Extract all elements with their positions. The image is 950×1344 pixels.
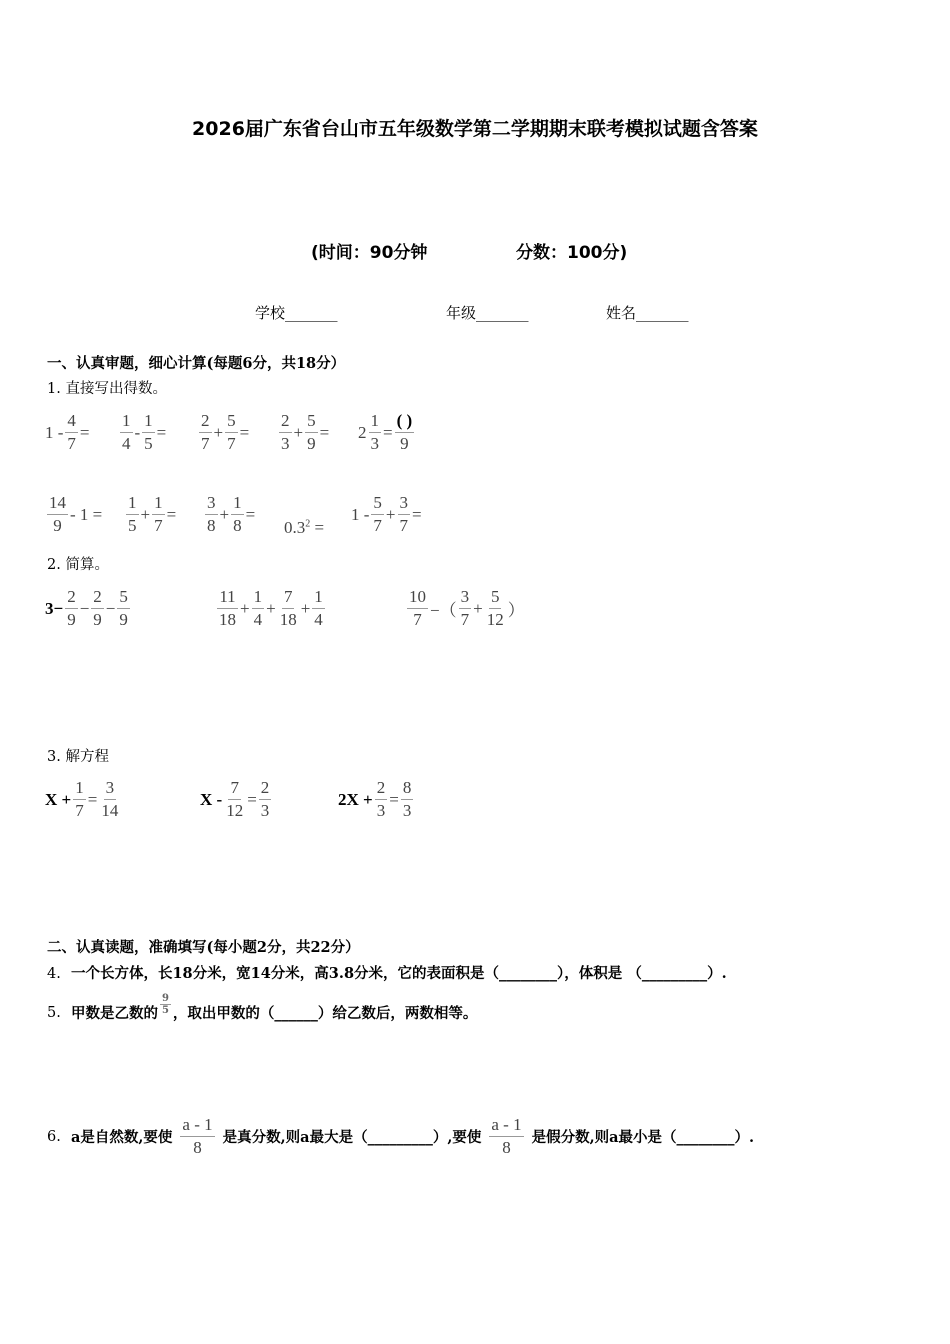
q3-e1: X + $\frac{1}{7}$ = $\frac{3}{14}$ <box>45 778 119 820</box>
q2-e3: 10 7 −（ 3 7 + $\frac{5}{12}$ ） <box>409 587 525 629</box>
q1-r1-e5: 2 $\frac{1}{3}$ = ( ) 9 <box>358 411 413 453</box>
section2-heading: 二、认真读题，准确填写(每小题2分，共22分） <box>47 939 360 956</box>
time-label: (时间：90分钟 <box>311 243 428 263</box>
q1-r2-e2: 1 5 + $\frac{1}{7}$ = <box>128 493 177 535</box>
q1-label: 1. 直接写出得数。 <box>47 381 167 397</box>
name-field: 姓名_______ <box>606 304 689 322</box>
q6: 6. a是自然数,要使 a - 1 8 是真分数,则a最大是（_________）,要使 a - 1 8 是假分数,则a最小是（________）. <box>47 1115 755 1157</box>
q5: 5. 甲数是乙数的 9 5 ，取出甲数的（______）给乙数后，两数相等。 <box>47 993 478 1022</box>
q1-r2-e4: $0.3^2$ = <box>284 518 325 537</box>
q1-r1-e2: 1 4 - $\frac{1}{5}$ = <box>122 411 167 453</box>
page-title: 2026届广东省台山市五年级数学第二学期期末联考模拟试题含答案 <box>192 118 758 140</box>
q3-e2: X - $\frac{7}{12}$ = $\frac{2}{3}$ <box>200 778 270 820</box>
q1-r2-e1: 14 9 - 1 = <box>49 493 103 535</box>
q2-e1: 3− $\frac{2}{9}$ − $\frac{2}{9}$ − $\frac{5}{9}$ <box>45 587 128 629</box>
q1-r1-e4: 2 3 + $\frac{5}{9}$ = <box>281 411 330 453</box>
q1-r1-e3: 2 7 + $\frac{5}{7}$ = <box>201 411 250 453</box>
q3-label: 3. 解方程 <box>47 749 109 765</box>
q1-r2-e5: 1 - 5 7 + $\frac{3}{7}$ = <box>351 493 422 535</box>
q2-e2: 11 18 + $\frac{1}{4}$ + $\frac{7}{18}$ + $\frac{1}{4}$ <box>219 587 323 629</box>
grade-field: 年级_______ <box>446 304 529 322</box>
q4: 4. 一个长方体，长18分米，宽14分米，高3.8分米，它的表面积是（________），体积是 （_________）. <box>47 965 727 982</box>
score-label: 分数：100分) <box>516 243 628 263</box>
q3-e3: 2X + $\frac{2}{3}$ = $\frac{8}{3}$ <box>338 778 412 820</box>
section1-heading: 一、认真审题，细心计算(每题6分，共18分） <box>47 355 346 372</box>
school-field: 学校_______ <box>255 304 338 322</box>
q2-label: 2. 简算。 <box>47 557 109 573</box>
q1-r1-e1: 1 - $\frac{4}{7}$ = <box>45 411 90 453</box>
q1-r2-e3: 3 8 + $\frac{1}{8}$ = <box>207 493 256 535</box>
